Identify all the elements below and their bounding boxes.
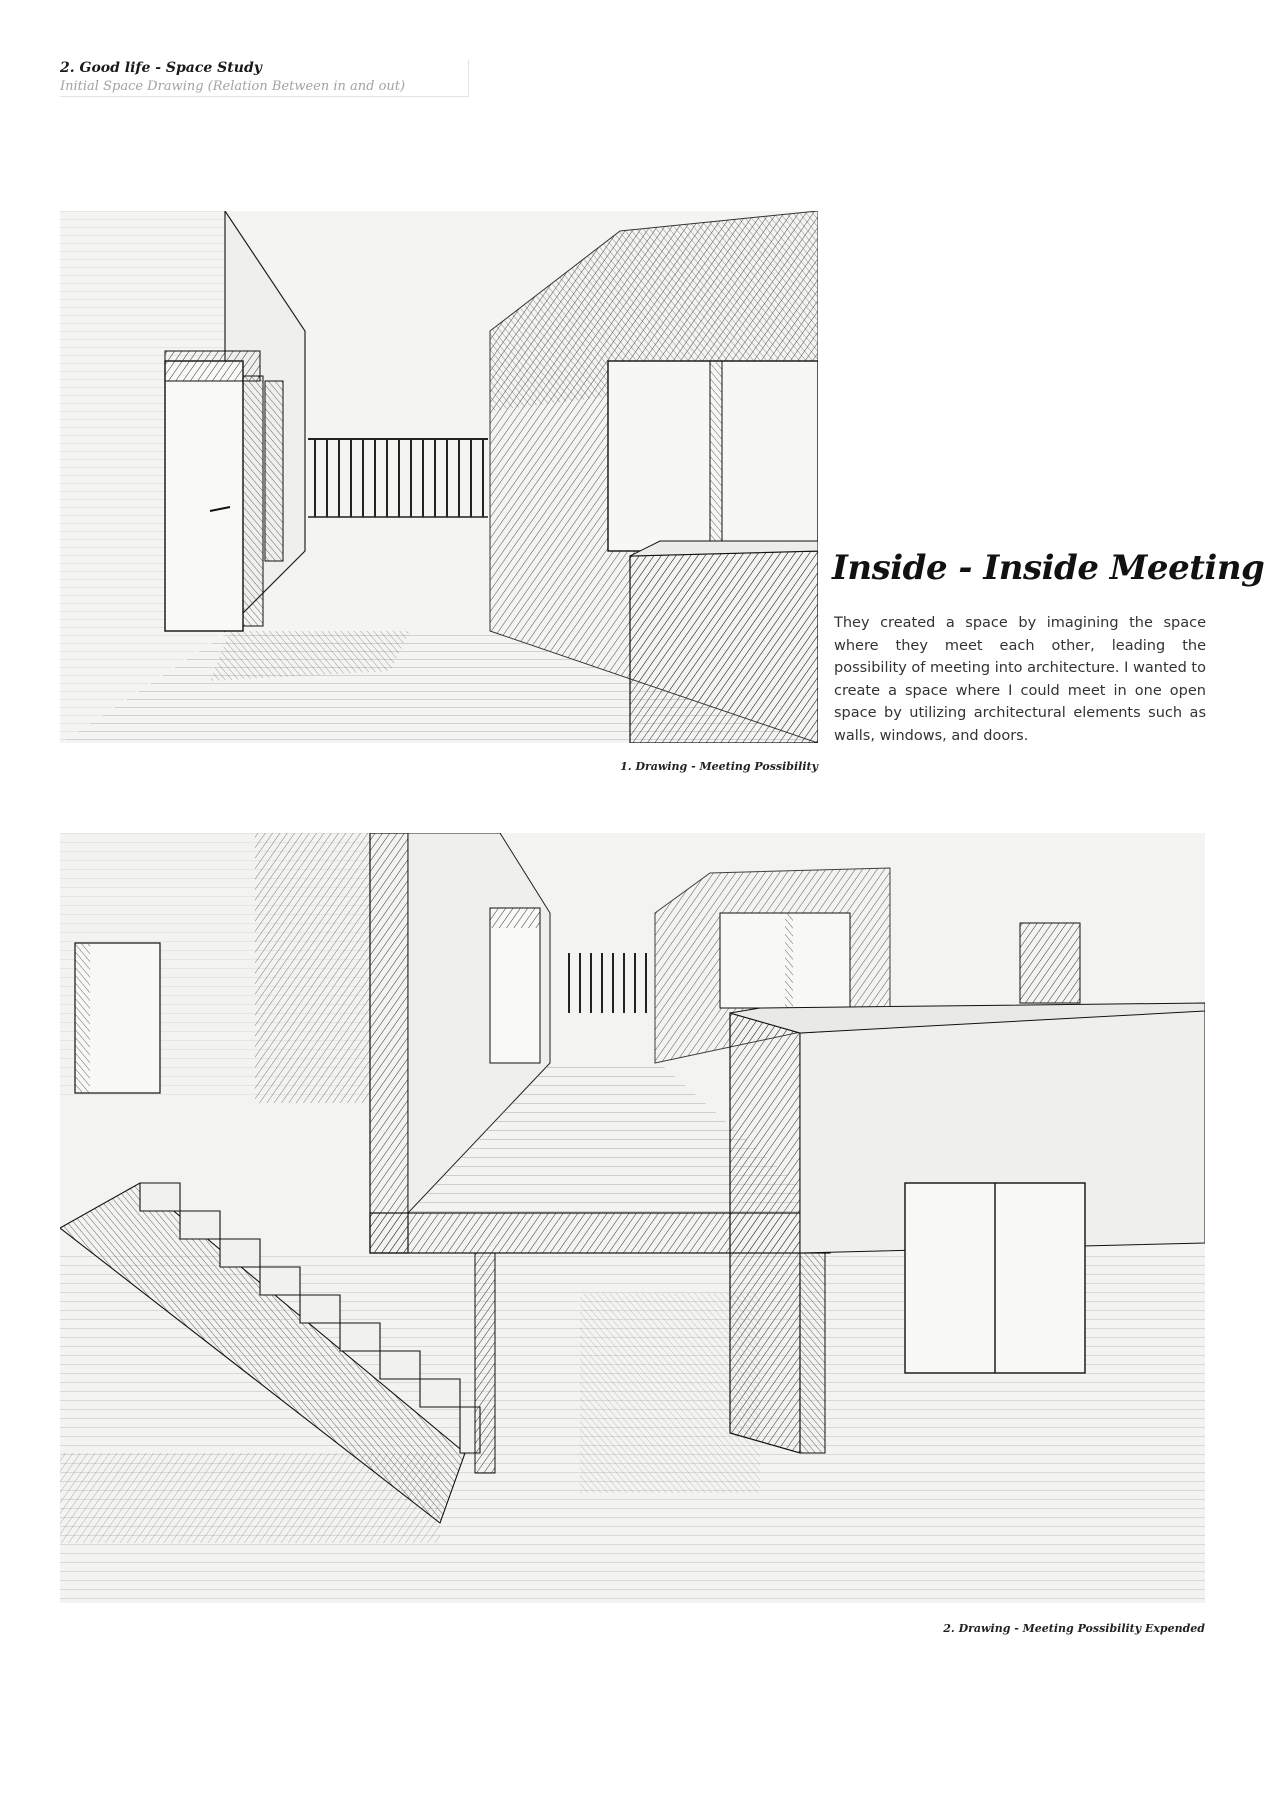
- section-title: 2. Good life - Space Study: [60, 60, 262, 76]
- drawing-meeting-possibility: [60, 211, 818, 743]
- sketch-expanded-space: [60, 833, 1205, 1603]
- article-title: Inside - Inside Meeting: [832, 548, 1265, 588]
- figure-caption-1: 1. Drawing - Meeting Possibility: [620, 760, 818, 773]
- sketch-corridor: [60, 211, 818, 743]
- drawing-meeting-possibility-expended: [60, 833, 1205, 1603]
- figure-caption-2: 2. Drawing - Meeting Possibility Expended: [943, 1622, 1205, 1635]
- page-header: [60, 60, 469, 97]
- article-body: They created a space by imagining the space where they meet each other, leading the possibility of meeting into architecture. I wanted to create a space where I could meet in one open space by utilizing architectural elements such as walls, windows, and doors.: [834, 615, 1206, 744]
- section-subtitle: Initial Space Drawing (Relation Between in and out): [60, 79, 406, 94]
